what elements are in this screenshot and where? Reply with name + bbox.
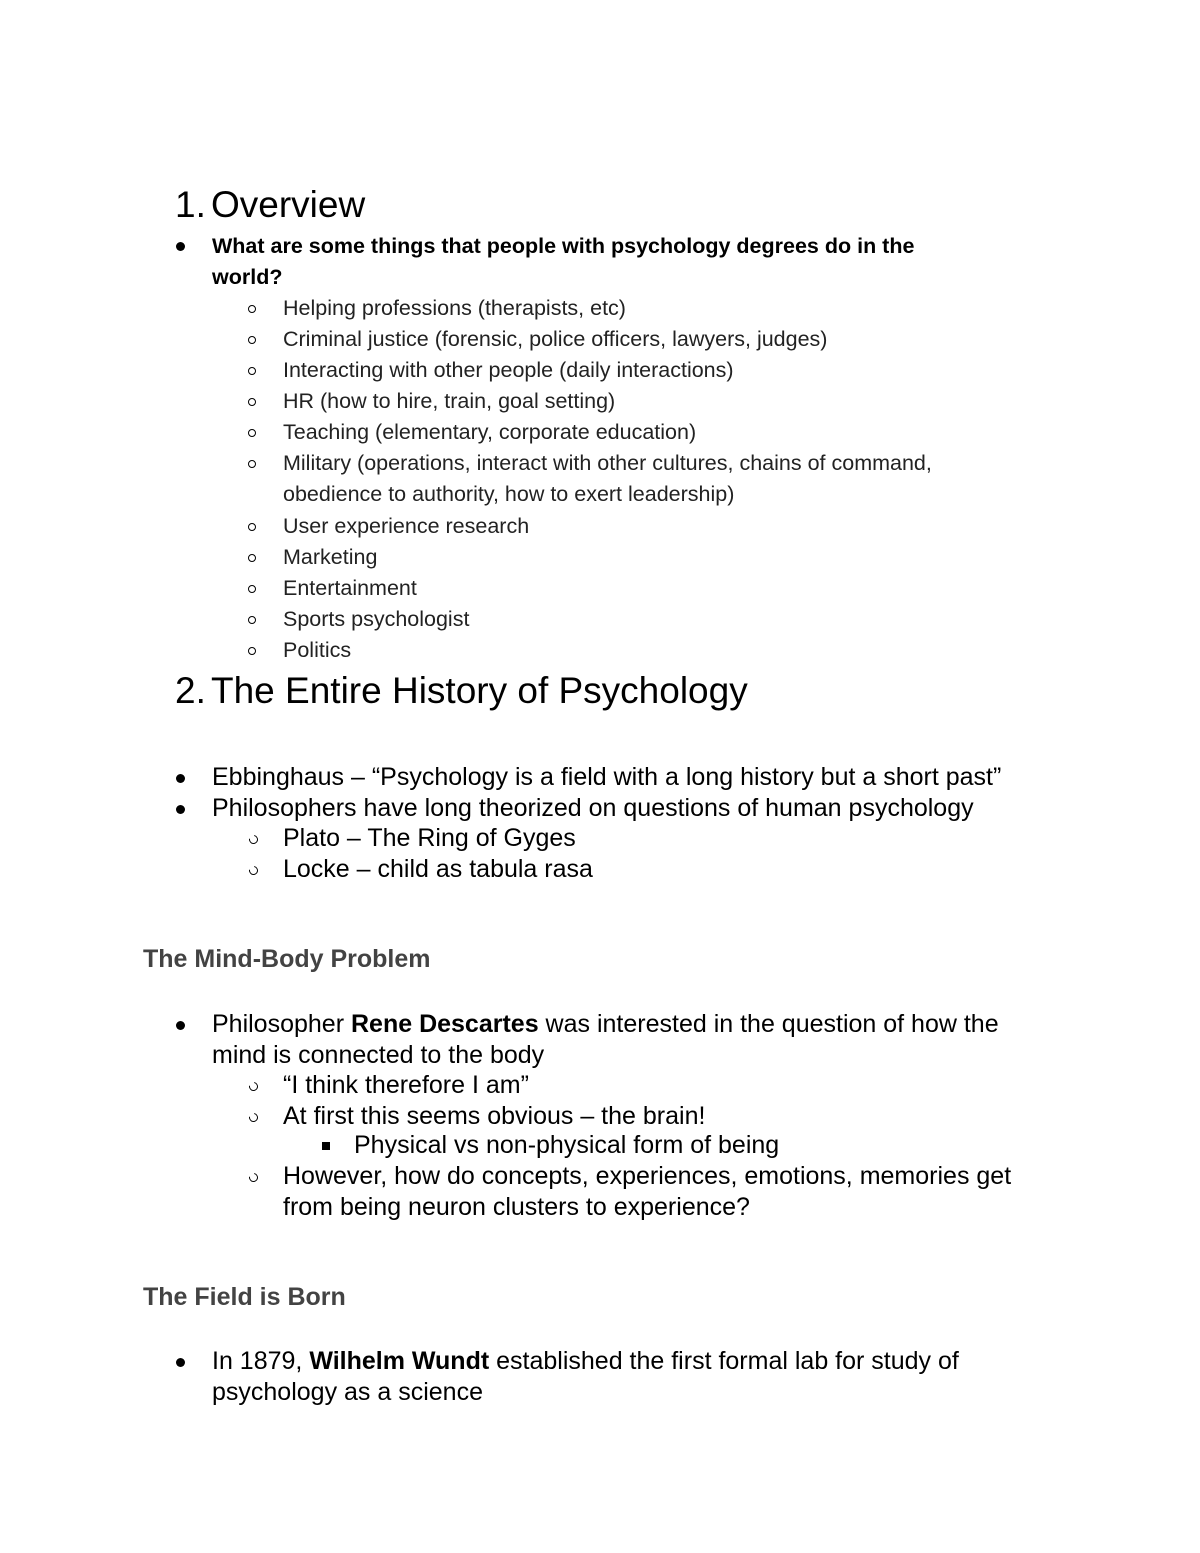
subheading-field-born: The Field is Born	[143, 1283, 346, 1311]
circle-bullet-icon	[248, 554, 256, 562]
text-run: established the first formal lab for study of	[489, 1347, 959, 1375]
list-item: Entertainment	[283, 576, 417, 600]
list-item: Marketing	[283, 545, 378, 569]
circle-bullet-icon	[248, 429, 256, 437]
bullet-icon	[176, 242, 185, 251]
circle-bullet-icon	[248, 398, 256, 406]
list-item: User experience research	[283, 514, 530, 538]
circle-bullet-icon	[247, 1080, 260, 1093]
history-sub-locke: Locke – child as tabula rasa	[283, 855, 593, 883]
circle-bullet-icon	[248, 367, 256, 375]
text-run: Philosopher	[212, 1010, 351, 1038]
mind-body-subsub-physical: Physical vs non-physical form of being	[354, 1131, 780, 1159]
list-item: Politics	[283, 638, 352, 662]
section-title: Overview	[211, 184, 366, 225]
field-born-bullet-line2: psychology as a science	[212, 1378, 483, 1406]
section-number: 2.	[175, 670, 206, 711]
mind-body-sub-however-line1: However, how do concepts, experiences, emotions, memories get	[283, 1162, 1012, 1190]
text-run-bold: Rene Descartes	[350, 1010, 539, 1038]
section-heading-history	[175, 670, 748, 712]
list-item: Criminal justice (forensic, police officers, lawyers, judges)	[283, 327, 828, 351]
mind-body-bullet-line2: mind is connected to the body	[212, 1041, 545, 1069]
circle-bullet-icon	[247, 864, 260, 877]
circle-bullet-icon	[247, 1171, 260, 1184]
circle-bullet-icon	[248, 305, 256, 313]
circle-bullet-icon	[247, 833, 260, 846]
circle-bullet-icon	[248, 585, 256, 593]
mind-body-bullet-line1	[212, 1009, 999, 1040]
list-item: Military (operations, interact with other cultures, chains of command,	[283, 451, 932, 475]
list-item: Helping professions (therapists, etc)	[283, 296, 626, 320]
mind-body-sub-brain: At first this seems obvious – the brain!	[283, 1102, 706, 1130]
circle-bullet-icon	[248, 460, 256, 468]
list-item: HR (how to hire, train, goal setting)	[283, 389, 616, 413]
section-heading-overview	[175, 184, 365, 226]
circle-bullet-icon	[248, 647, 256, 655]
subheading-mind-body: The Mind-Body Problem	[143, 945, 431, 973]
circle-bullet-icon	[248, 336, 256, 344]
bullet-icon	[176, 774, 185, 783]
text-run-bold: Wilhelm Wundt	[309, 1347, 490, 1375]
overview-question-line1: What are some things that people with psychology degrees do in the	[212, 234, 915, 258]
mind-body-sub-cogito: “I think therefore I am”	[283, 1071, 529, 1099]
field-born-bullet-line1	[212, 1346, 959, 1377]
circle-bullet-icon	[248, 616, 256, 624]
square-bullet-icon	[322, 1142, 330, 1150]
section-title: The Entire History of Psychology	[211, 670, 748, 711]
list-item: Interacting with other people (daily interactions)	[283, 358, 734, 382]
list-item: Sports psychologist	[283, 607, 470, 631]
bullet-icon	[176, 1021, 185, 1030]
mind-body-sub-however-line2: from being neuron clusters to experience?	[283, 1193, 750, 1221]
overview-question-line2: world?	[212, 265, 283, 289]
history-bullet-ebbinghaus: Ebbinghaus – “Psychology is a field with a long history but a short past”	[212, 763, 1002, 791]
circle-bullet-icon	[247, 1111, 260, 1124]
bullet-icon	[176, 805, 185, 814]
circle-bullet-icon	[248, 523, 256, 531]
section-number: 1.	[175, 184, 206, 225]
text-run: was interested in the question of how the	[538, 1010, 999, 1038]
history-sub-plato: Plato – The Ring of Gyges	[283, 824, 576, 852]
list-item: Teaching (elementary, corporate education)	[283, 420, 697, 444]
list-item-continuation: obedience to authority, how to exert leadership)	[283, 482, 735, 506]
history-bullet-philosophers: Philosophers have long theorized on questions of human psychology	[212, 794, 974, 822]
text-run: In 1879,	[212, 1347, 310, 1375]
bullet-icon	[176, 1358, 185, 1367]
